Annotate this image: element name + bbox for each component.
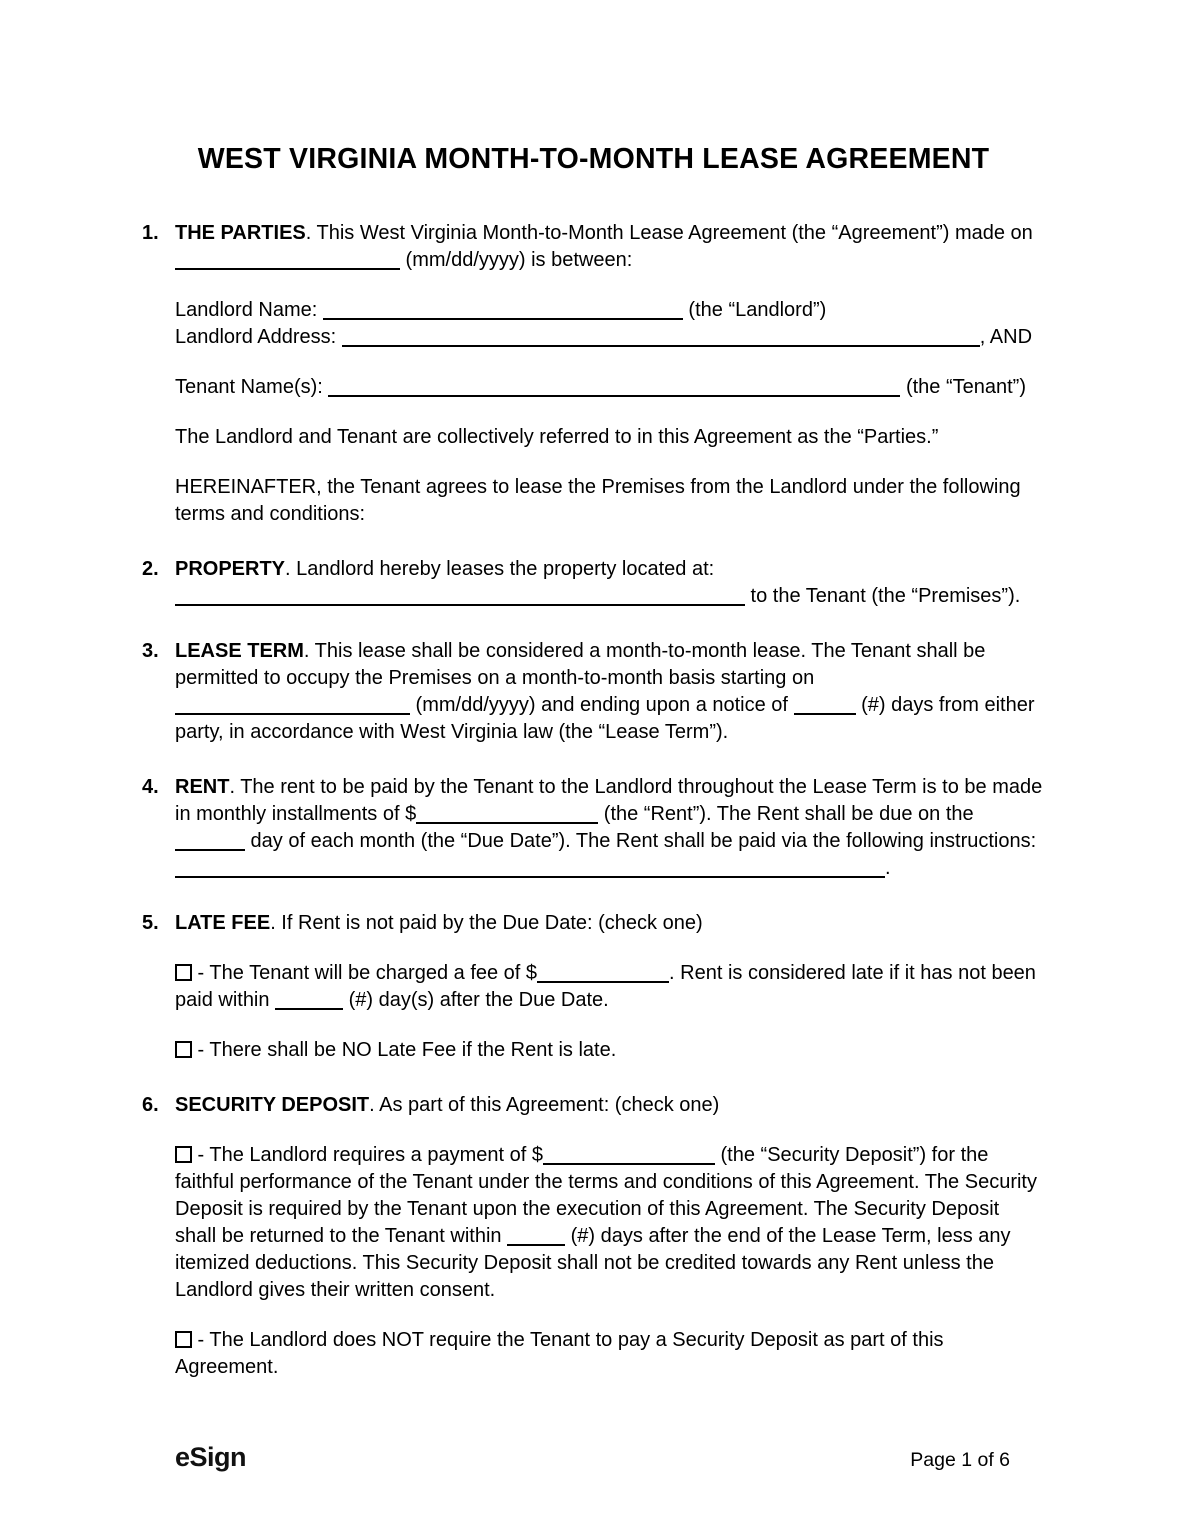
fill-in-blank[interactable] xyxy=(275,1008,343,1010)
paragraph-late-fee-intro xyxy=(175,910,1045,937)
fill-in-blank[interactable] xyxy=(416,822,598,824)
text-run: (mm/dd/yyyy) is between: xyxy=(400,249,633,271)
section-number: 3. xyxy=(142,640,159,662)
fill-in-blank[interactable] xyxy=(543,1163,715,1165)
fill-in-blank[interactable] xyxy=(175,268,400,270)
text-run: - The Landlord requires a payment of $ xyxy=(192,1144,543,1166)
text-run: (the “Security Deposit”) for the faithful performance of the Tenant under the terms and conditions of this Agreement. The Security Deposit is required by the Tenant upon the execution of this Agreement. The Security Deposit shall be returned to the Tenant within xyxy=(175,1144,1037,1247)
text-run: - The Landlord does NOT require the Tenant to pay a Security Deposit as part of this Agreement. xyxy=(175,1329,944,1378)
text-run: . xyxy=(885,857,891,879)
paragraph-property-clause xyxy=(175,556,1045,610)
paragraph-security-deposit-option-not-required xyxy=(175,1327,1045,1381)
text-run: Tenant Name(s): xyxy=(175,376,329,398)
paragraph-parties-intro xyxy=(175,220,1045,274)
paragraph-late-fee-option-charged xyxy=(175,960,1045,1014)
section-late-fee xyxy=(142,910,1045,1064)
text-run: . Rent is considered late if it has not been paid within xyxy=(175,962,1036,1011)
checkbox[interactable] xyxy=(175,1331,192,1348)
checkbox[interactable] xyxy=(175,1146,192,1163)
clause-heading: SECURITY DEPOSIT xyxy=(175,1094,370,1116)
section-number: 6. xyxy=(142,1094,159,1116)
text-run: to the Tenant (the “Premises”). xyxy=(745,585,1021,607)
document-title: WEST VIRGINIA MONTH-TO-MONTH LEASE AGREEMENT xyxy=(197,143,990,175)
text-run: HEREINAFTER, the Tenant agrees to lease the Premises from the Landlord under the following terms and conditions: xyxy=(175,476,1021,525)
paragraph-security-deposit-intro xyxy=(175,1092,1045,1119)
clause-heading: RENT xyxy=(175,776,230,798)
fill-in-blank[interactable] xyxy=(507,1244,565,1246)
text-run: (#) days after the end of the Lease Term, less any itemized deductions. This Security Deposit shall not be credited towards any Rent unless the Landlord gives their written consent. xyxy=(175,1225,1011,1301)
section-number: 1. xyxy=(142,222,159,244)
text-run: . The rent to be paid by the Tenant to the Landlord throughout the Lease Term is to be made in monthly installments of $ xyxy=(175,776,1043,825)
text-run: (#) days from either party, in accordance with West Virginia law (the “Lease Term”). xyxy=(175,694,1035,743)
paragraph-late-fee-option-none xyxy=(175,1037,1045,1064)
text-run: . Landlord hereby leases the property located at: xyxy=(285,558,715,580)
fill-in-blank[interactable] xyxy=(175,604,745,606)
paragraph-landlord-fields xyxy=(175,297,1045,351)
checkbox[interactable] xyxy=(175,1041,192,1058)
clause-heading: LEASE TERM xyxy=(175,640,304,662)
text-run: . As part of this Agreement: (check one) xyxy=(369,1094,720,1116)
text-run: (the “Tenant”) xyxy=(900,376,1026,398)
fill-in-blank[interactable] xyxy=(537,981,669,983)
fill-in-blank[interactable] xyxy=(175,876,885,878)
clause-heading: PROPERTY xyxy=(175,558,286,580)
section-security-deposit xyxy=(142,1092,1045,1381)
section-the-parties xyxy=(142,220,1045,528)
clause-heading: LATE FEE xyxy=(175,912,271,934)
section-lease-term xyxy=(142,638,1045,746)
text-run: . This West Virginia Month-to-Month Lease Agreement (the “Agreement”) made on xyxy=(305,222,1033,244)
text-run: - There shall be NO Late Fee if the Rent is late. xyxy=(192,1039,617,1061)
fill-in-blank[interactable] xyxy=(342,345,980,347)
text-run: Landlord Name: xyxy=(175,299,323,321)
fill-in-blank[interactable] xyxy=(328,395,900,397)
page-footer xyxy=(175,1444,1010,1474)
paragraph-security-deposit-option-required xyxy=(175,1142,1045,1304)
section-number: 4. xyxy=(142,776,159,798)
clause-heading: THE PARTIES xyxy=(175,222,306,244)
text-run: day of each month (the “Due Date”). The Rent shall be paid via the following instructions: xyxy=(245,830,1037,852)
esign-logo: eSign xyxy=(175,1442,247,1472)
text-run: (the “Landlord”) xyxy=(682,299,827,321)
paragraph-parties-clause xyxy=(175,424,1045,451)
fill-in-blank[interactable] xyxy=(175,849,245,851)
text-run: . This lease shall be considered a month-to-month lease. The Tenant shall be permitted to occupy the Premises on a month-to-month basis starting on xyxy=(175,640,986,689)
paragraph-lease-term-clause xyxy=(175,638,1045,746)
checkbox[interactable] xyxy=(175,964,192,981)
text-run: (#) day(s) after the Due Date. xyxy=(343,989,609,1011)
fill-in-blank[interactable] xyxy=(323,318,683,320)
page-number-label: Page 1 of 6 xyxy=(910,1449,1010,1471)
paragraph-tenant-fields xyxy=(175,374,1045,401)
text-run: - The Tenant will be charged a fee of $ xyxy=(192,962,538,984)
text-run: The Landlord and Tenant are collectively referred to in this Agreement as the “Parties.” xyxy=(175,426,939,448)
section-rent xyxy=(142,774,1045,882)
section-number: 5. xyxy=(142,912,159,934)
text-run: Landlord Address: xyxy=(175,326,342,348)
fill-in-blank[interactable] xyxy=(794,713,856,715)
paragraph-rent-clause xyxy=(175,774,1045,882)
section-number: 2. xyxy=(142,558,159,580)
text-run: (mm/dd/yyyy) and ending upon a notice of xyxy=(410,694,794,716)
fill-in-blank[interactable] xyxy=(175,713,410,715)
text-run: (the “Rent”). The Rent shall be due on the xyxy=(598,803,974,825)
paragraph-hereinafter-clause xyxy=(175,474,1045,528)
section-property xyxy=(142,556,1045,610)
text-run: . If Rent is not paid by the Due Date: (check one) xyxy=(270,912,703,934)
text-run: , AND xyxy=(979,326,1033,348)
